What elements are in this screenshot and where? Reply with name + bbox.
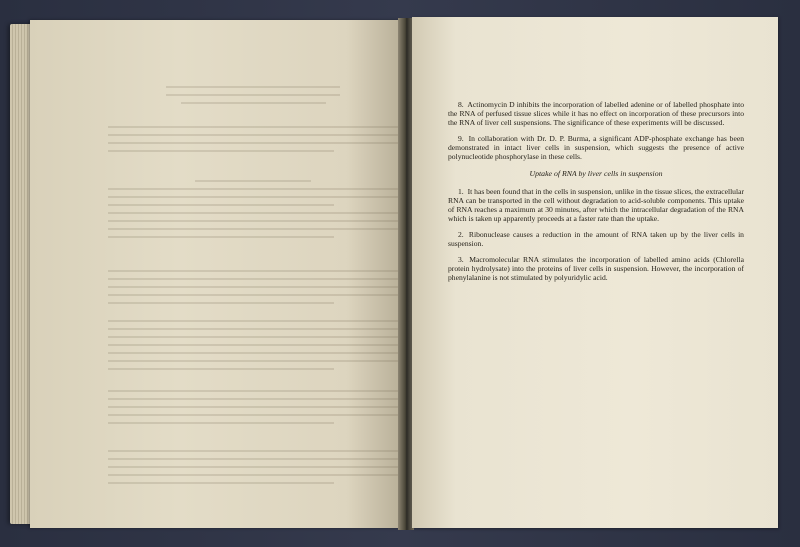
paragraph-text: In collaboration with Dr. D. P. Burma, a significant ADP-phosphate exchange has been demonstrated in intact liver cells in suspension, which suggests the presence of active polynucleotide phosphorylase in these cells.: [448, 134, 744, 162]
paragraph-text: It has been found that in the cells in suspension, unlike in the tissue slices, the extracellular RNA can be transported in the cell without degradation to acid-soluble components. This uptake of RNA reaches a maximum at 30 minutes, after which the intracellular degradation of the RNA which is taken up apparently proceeds at a faster rate than the uptake.: [448, 186, 744, 223]
paragraph-text: Ribonuclease causes a reduction in the amount of RNA taken up by the liver cells in suspension.: [448, 230, 744, 249]
paragraph-number: 8.: [458, 100, 464, 109]
paragraph-number: 9.: [458, 134, 464, 144]
section-heading: Uptake of RNA by liver cells in suspension: [529, 168, 663, 178]
paragraph-number: 2.: [458, 230, 464, 240]
paragraph-2: [448, 230, 744, 248]
bleed-through-block: [108, 270, 398, 310]
paragraph-number: 1.: [458, 186, 464, 196]
paragraph-number: 3.: [458, 255, 464, 265]
bleed-through-block: [108, 390, 398, 430]
bleed-through-block: [108, 180, 398, 244]
paragraph-9: [448, 134, 744, 161]
paragraph-1: [448, 187, 744, 223]
left-page: [30, 20, 402, 528]
paragraph-3: [448, 255, 744, 282]
paragraph-text: Actinomycin D inhibits the incorporation of labelled adenine or of labelled phosphate into the RNA of perfused tissue slices while it has no effect on incorporation of these precursors into the RNA of liver cell suspensions. The significance of these experiments will be discussed.: [448, 100, 744, 128]
bleed-through-title: [108, 86, 398, 110]
bleed-through-block: [108, 126, 398, 158]
paragraph-8: [448, 100, 744, 127]
bleed-through-block: [108, 320, 398, 376]
bleed-through-block: [108, 450, 398, 490]
paragraph-text: Macromolecular RNA stimulates the incorporation of labelled amino acids (Chlorella protein hydrolysate) into the proteins of liver cells in suspension. However, the incorporation of phenylalanine is not stimulated by polyuridylic acid.: [448, 255, 744, 283]
page-text: [448, 100, 744, 290]
